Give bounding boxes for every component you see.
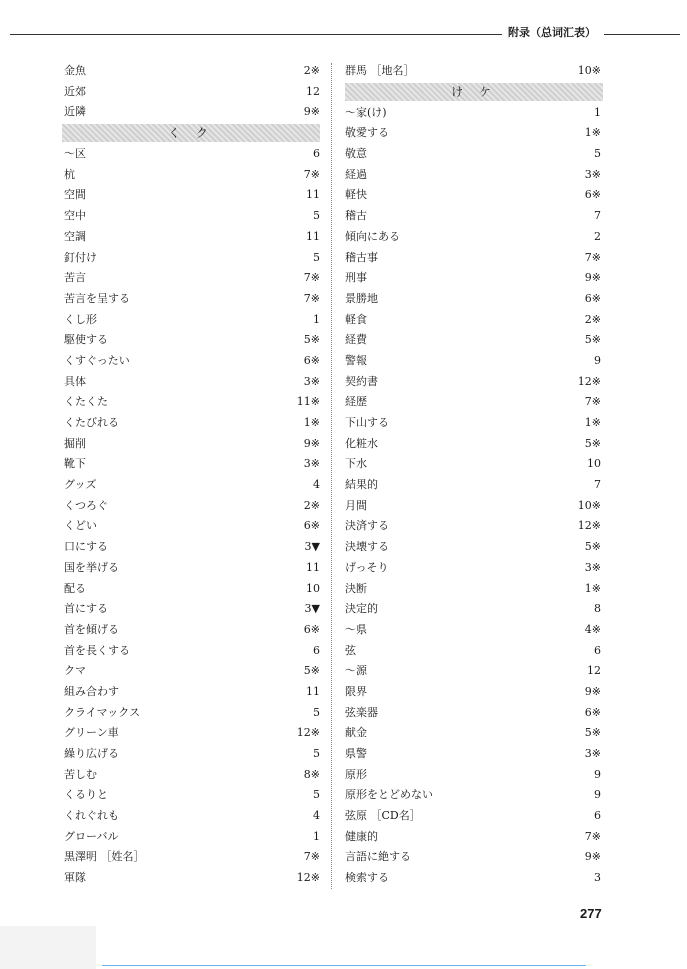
vocab-word: 首を傾げる bbox=[64, 622, 119, 636]
vocab-entry bbox=[64, 289, 320, 310]
vocab-entry bbox=[345, 558, 601, 579]
lesson-number: 12 bbox=[587, 664, 601, 678]
vocab-word: ～家(け) bbox=[345, 105, 387, 119]
vocab-entry bbox=[345, 516, 601, 537]
vocab-word: 繰り広げる bbox=[64, 747, 119, 760]
lesson-number: 7※ bbox=[303, 271, 320, 285]
vocab-entry bbox=[345, 744, 601, 765]
vocab-word: 下山する bbox=[345, 416, 389, 429]
lesson-number: 11 bbox=[306, 188, 320, 202]
vocab-entry bbox=[64, 599, 320, 620]
lesson-number: 9※ bbox=[303, 105, 320, 119]
lesson-number: 5 bbox=[313, 250, 320, 264]
vocab-word: 限界 bbox=[345, 684, 367, 698]
vocab-entry bbox=[64, 744, 320, 765]
vocab-word: グローバル bbox=[64, 829, 119, 843]
vocab-word: 献金 bbox=[345, 726, 367, 740]
lesson-number: 2※ bbox=[303, 64, 320, 77]
vocab-entry bbox=[64, 703, 320, 724]
vocab-entry bbox=[64, 785, 320, 806]
lesson-number: 9 bbox=[594, 767, 601, 781]
lesson-number: 7※ bbox=[303, 167, 320, 181]
vocab-word: 決断 bbox=[345, 581, 367, 595]
vocab-entry bbox=[345, 537, 601, 558]
lesson-number: 1※ bbox=[584, 581, 601, 595]
vocab-entry bbox=[345, 227, 601, 248]
vocab-entry bbox=[345, 579, 601, 600]
vocab-entry bbox=[64, 868, 320, 889]
lesson-number: 5※ bbox=[584, 540, 601, 554]
lesson-number: 1※ bbox=[584, 126, 601, 140]
lesson-number: 1※ bbox=[303, 416, 320, 429]
vocab-entry bbox=[64, 765, 320, 786]
vocab-word: 金魚 bbox=[64, 64, 86, 77]
vocab-entry bbox=[345, 599, 601, 620]
vocab-entry bbox=[345, 682, 601, 703]
vocab-word: 決定的 bbox=[345, 602, 378, 616]
lesson-number: 5 bbox=[313, 747, 320, 760]
vocab-entry bbox=[64, 351, 320, 372]
lesson-number: 10 bbox=[587, 457, 601, 471]
vocab-word: 健康的 bbox=[345, 829, 378, 843]
vocab-word: ～県 bbox=[345, 622, 367, 636]
vocab-entry bbox=[345, 475, 601, 496]
lesson-number: 6 bbox=[313, 147, 320, 161]
vocab-word: 下水 bbox=[345, 457, 367, 471]
lesson-number: 1 bbox=[594, 105, 601, 119]
lesson-number: 3※ bbox=[584, 167, 601, 181]
vocab-entry bbox=[64, 454, 320, 475]
vocab-word: 掘削 bbox=[64, 436, 86, 450]
lesson-number: 6 bbox=[594, 809, 601, 823]
lesson-number: 1 bbox=[313, 829, 320, 843]
lesson-number: 6 bbox=[594, 643, 601, 657]
vocab-entry bbox=[345, 434, 601, 455]
vocab-entry bbox=[345, 61, 601, 82]
lesson-number: 9※ bbox=[303, 436, 320, 450]
lesson-number: 5 bbox=[313, 788, 320, 802]
lesson-number: 4 bbox=[313, 478, 320, 492]
vocab-word: 近郊 bbox=[64, 84, 86, 98]
vocab-entry bbox=[345, 206, 601, 227]
lesson-number: 7※ bbox=[584, 395, 601, 409]
lesson-number: 8 bbox=[594, 602, 601, 616]
vocab-entry bbox=[64, 620, 320, 641]
lesson-number: 6※ bbox=[303, 519, 320, 533]
vocab-word: 経費 bbox=[345, 333, 367, 347]
vocab-entry bbox=[64, 723, 320, 744]
vocab-word: くたびれる bbox=[64, 416, 119, 429]
vocab-entry bbox=[64, 434, 320, 455]
lesson-number: 2※ bbox=[584, 312, 601, 326]
vocab-entry bbox=[64, 475, 320, 496]
vocab-entry bbox=[64, 372, 320, 393]
vocab-word: ～区 bbox=[64, 147, 86, 161]
vocab-word: 傾向にある bbox=[345, 229, 400, 243]
vocab-entry bbox=[64, 61, 320, 82]
vocab-word: 化粧水 bbox=[345, 436, 378, 450]
lesson-number: 2 bbox=[594, 229, 601, 243]
vocab-word: グッズ bbox=[64, 478, 97, 492]
lesson-number: 12※ bbox=[296, 726, 320, 740]
vocab-entry bbox=[345, 454, 601, 475]
lesson-number: 7※ bbox=[303, 291, 320, 305]
vocab-word: 検索する bbox=[345, 871, 389, 885]
vocab-word: 決済する bbox=[345, 519, 389, 533]
vocab-word: 敬意 bbox=[345, 147, 367, 161]
lesson-number: 3※ bbox=[303, 374, 320, 388]
vocab-entry bbox=[345, 185, 601, 206]
vocab-entry bbox=[345, 785, 601, 806]
vocab-entry bbox=[64, 206, 320, 227]
lesson-number: 7※ bbox=[303, 850, 320, 864]
column-divider bbox=[331, 63, 332, 889]
header-rule-right bbox=[604, 34, 680, 35]
vocab-entry bbox=[345, 765, 601, 786]
lesson-number: 3▼ bbox=[304, 540, 320, 554]
lesson-number: 3※ bbox=[303, 457, 320, 471]
vocab-word: 敬愛する bbox=[345, 126, 389, 140]
lesson-number: 5※ bbox=[584, 726, 601, 740]
vocab-entry bbox=[345, 868, 601, 889]
vocab-word: 苦言 bbox=[64, 271, 86, 285]
vocab-word: 景勝地 bbox=[345, 291, 378, 305]
vocab-word: 黒澤明 ［姓名］ bbox=[64, 850, 145, 864]
vocab-word: くどい bbox=[64, 519, 97, 533]
vocab-entry bbox=[345, 144, 601, 165]
vocab-entry bbox=[64, 641, 320, 662]
lesson-number: 10※ bbox=[577, 498, 601, 512]
lesson-number: 9 bbox=[594, 788, 601, 802]
vocab-entry bbox=[64, 496, 320, 517]
lesson-number: 11 bbox=[306, 560, 320, 574]
vocab-word: 原形をとどめない bbox=[345, 788, 433, 802]
lesson-number: 6※ bbox=[584, 291, 601, 305]
lesson-number: 2※ bbox=[303, 498, 320, 512]
vocab-word: 国を挙げる bbox=[64, 560, 119, 574]
vocab-entry bbox=[64, 392, 320, 413]
vocab-word: 空間 bbox=[64, 188, 86, 202]
vocab-entry bbox=[64, 579, 320, 600]
vocab-word: くつろぐ bbox=[64, 498, 108, 512]
vocab-entry bbox=[345, 123, 601, 144]
vocab-word: 警報 bbox=[345, 353, 367, 367]
vocab-word: クライマックス bbox=[64, 705, 141, 719]
vocab-entry bbox=[345, 496, 601, 517]
lesson-number: 9※ bbox=[584, 850, 601, 864]
vocab-entry bbox=[64, 330, 320, 351]
lesson-number: 8※ bbox=[303, 767, 320, 781]
vocab-word: 決壊する bbox=[345, 540, 389, 554]
vocab-column-right bbox=[345, 61, 601, 889]
vocab-entry bbox=[345, 827, 601, 848]
vocab-word: 首にする bbox=[64, 602, 108, 616]
vocab-entry bbox=[64, 248, 320, 269]
vocab-word: 結果的 bbox=[345, 478, 378, 492]
vocab-word: 靴下 bbox=[64, 457, 86, 471]
vocab-entry bbox=[64, 537, 320, 558]
vocab-word: くたくた bbox=[64, 395, 108, 409]
vocab-word: 駆使する bbox=[64, 333, 108, 347]
vocab-entry bbox=[345, 723, 601, 744]
header-title: 附录（总词汇表） bbox=[508, 26, 596, 39]
lesson-number: 11※ bbox=[296, 395, 320, 409]
vocab-entry bbox=[345, 310, 601, 331]
lesson-number: 7 bbox=[594, 478, 601, 492]
vocab-word: 経歴 bbox=[345, 395, 367, 409]
lesson-number: 10 bbox=[306, 581, 320, 595]
vocab-entry bbox=[64, 310, 320, 331]
lesson-number: 11 bbox=[306, 684, 320, 698]
lesson-number: 6※ bbox=[303, 353, 320, 367]
vocab-entry bbox=[64, 558, 320, 579]
vocab-word: 配る bbox=[64, 581, 86, 595]
lesson-number: 4 bbox=[313, 809, 320, 823]
vocab-entry bbox=[345, 330, 601, 351]
vocab-entry bbox=[345, 248, 601, 269]
vocab-entry bbox=[64, 847, 320, 868]
vocab-word: くるりと bbox=[64, 788, 108, 802]
vocab-entry bbox=[64, 827, 320, 848]
vocab-entry bbox=[345, 413, 601, 434]
vocab-word: 県警 bbox=[345, 747, 367, 760]
lesson-number: 5※ bbox=[584, 436, 601, 450]
vocab-entry bbox=[345, 103, 601, 124]
vocab-word: 口にする bbox=[64, 540, 108, 554]
vocab-entry bbox=[345, 268, 601, 289]
vocab-word: くれぐれも bbox=[64, 809, 119, 823]
section-header: く ク bbox=[62, 124, 320, 142]
vocab-entry bbox=[64, 413, 320, 434]
lesson-number: 6※ bbox=[303, 622, 320, 636]
vocab-entry bbox=[345, 620, 601, 641]
vocab-word: 軽快 bbox=[345, 188, 367, 202]
lesson-number: 5 bbox=[594, 147, 601, 161]
vocab-entry bbox=[64, 82, 320, 103]
vocab-word: 組み合わす bbox=[64, 684, 119, 698]
lesson-number: 5 bbox=[313, 209, 320, 223]
vocab-word: 原形 bbox=[345, 767, 367, 781]
vocab-word: 弦原 ［CD名］ bbox=[345, 809, 421, 823]
lesson-number: 12※ bbox=[577, 374, 601, 388]
lesson-number: 6※ bbox=[584, 188, 601, 202]
vocab-word: くすぐったい bbox=[64, 353, 130, 367]
lesson-number: 12 bbox=[306, 84, 320, 98]
vocab-entry bbox=[64, 102, 320, 123]
vocab-entry bbox=[345, 165, 601, 186]
vocab-entry bbox=[345, 703, 601, 724]
lesson-number: 7※ bbox=[584, 829, 601, 843]
vocab-entry bbox=[64, 516, 320, 537]
vocab-word: ～源 bbox=[345, 664, 367, 678]
vocab-word: 月間 bbox=[345, 498, 367, 512]
vocab-entry bbox=[64, 227, 320, 248]
lesson-number: 5 bbox=[313, 705, 320, 719]
header-rule-left bbox=[10, 34, 502, 35]
vocab-word: 空調 bbox=[64, 229, 86, 243]
vocab-word: 稽古 bbox=[345, 209, 367, 223]
vocab-entry bbox=[64, 144, 320, 165]
lesson-number: 9 bbox=[594, 353, 601, 367]
vocab-entry bbox=[64, 165, 320, 186]
lesson-number: 9※ bbox=[584, 684, 601, 698]
vocab-word: 軽食 bbox=[345, 312, 367, 326]
lesson-number: 3※ bbox=[584, 747, 601, 760]
lesson-number: 1 bbox=[313, 312, 320, 326]
vocab-entry bbox=[345, 372, 601, 393]
vocab-word: グリーン車 bbox=[64, 726, 119, 740]
vocab-entry bbox=[345, 392, 601, 413]
scan-margin bbox=[0, 926, 96, 969]
vocab-word: 契約書 bbox=[345, 374, 378, 388]
vocab-word: 苦言を呈する bbox=[64, 291, 130, 305]
vocab-entry bbox=[64, 185, 320, 206]
vocab-word: 刑事 bbox=[345, 271, 367, 285]
lesson-number: 7※ bbox=[584, 250, 601, 264]
vocab-entry bbox=[64, 806, 320, 827]
vocab-word: 群馬 ［地名］ bbox=[345, 64, 415, 77]
vocab-entry bbox=[64, 661, 320, 682]
vocab-entry bbox=[64, 682, 320, 703]
vocab-word: 経過 bbox=[345, 167, 367, 181]
page-number: 277 bbox=[580, 906, 602, 921]
vocab-entry bbox=[345, 641, 601, 662]
lesson-number: 4※ bbox=[584, 622, 601, 636]
vocab-word: 弦楽器 bbox=[345, 705, 378, 719]
vocab-entry bbox=[345, 847, 601, 868]
vocab-word: 言語に絶する bbox=[345, 850, 411, 864]
vocab-word: クマ bbox=[64, 664, 86, 678]
vocab-word: げっそり bbox=[345, 560, 389, 574]
lesson-number: 5※ bbox=[303, 333, 320, 347]
vocab-word: 釘付け bbox=[64, 250, 97, 264]
vocab-entry bbox=[345, 289, 601, 310]
lesson-number: 6※ bbox=[584, 705, 601, 719]
lesson-number: 3 bbox=[594, 871, 601, 885]
vocab-word: 苦しむ bbox=[64, 767, 97, 781]
vocab-word: 杭 bbox=[64, 167, 75, 181]
lesson-number: 7 bbox=[594, 209, 601, 223]
vocab-entry bbox=[345, 661, 601, 682]
lesson-number: 10※ bbox=[577, 64, 601, 77]
vocab-word: 近隣 bbox=[64, 105, 86, 119]
vocab-word: 首を長くする bbox=[64, 643, 130, 657]
vocab-entry bbox=[345, 806, 601, 827]
vocab-word: 空中 bbox=[64, 209, 86, 223]
lesson-number: 5※ bbox=[584, 333, 601, 347]
lesson-number: 6 bbox=[313, 643, 320, 657]
lesson-number: 3※ bbox=[584, 560, 601, 574]
lesson-number: 11 bbox=[306, 229, 320, 243]
vocab-column-left bbox=[64, 61, 320, 889]
lesson-number: 12※ bbox=[296, 871, 320, 885]
lesson-number: 3▼ bbox=[304, 602, 320, 616]
vocab-entry bbox=[64, 268, 320, 289]
vocab-word: 稽古事 bbox=[345, 250, 378, 264]
footer-rule bbox=[102, 965, 586, 966]
lesson-number: 1※ bbox=[584, 416, 601, 429]
vocab-word: 具体 bbox=[64, 374, 86, 388]
section-header: け ケ bbox=[345, 83, 603, 101]
lesson-number: 12※ bbox=[577, 519, 601, 533]
vocab-word: くし形 bbox=[64, 312, 97, 326]
vocab-word: 弦 bbox=[345, 643, 356, 657]
vocab-word: 軍隊 bbox=[64, 871, 86, 885]
vocab-entry bbox=[345, 351, 601, 372]
lesson-number: 9※ bbox=[584, 271, 601, 285]
lesson-number: 5※ bbox=[303, 664, 320, 678]
